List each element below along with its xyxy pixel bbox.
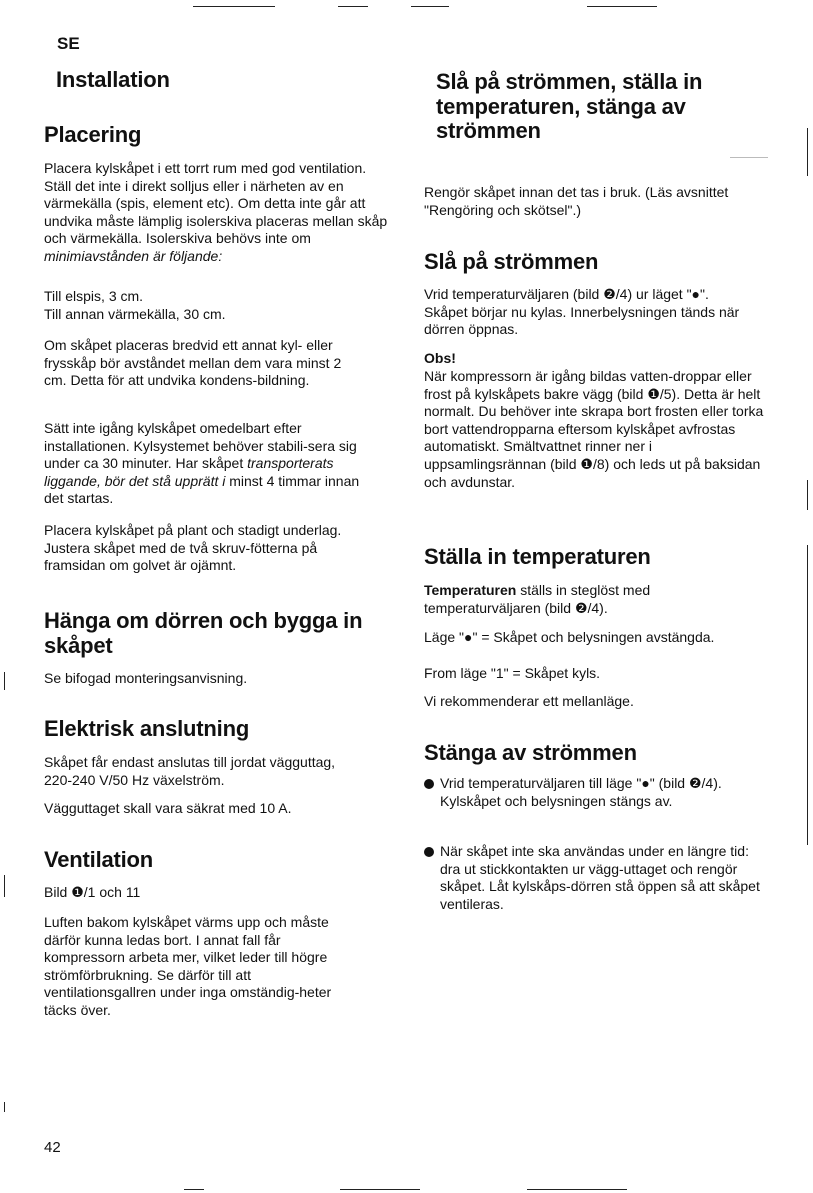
ventilation-paragraph: Luften bakom kylskåpet värms upp och måste därför kunna ledas bort. I annat fall får kompressorn arbeta mer, vilket leder till högre strömförbrukning. Se därför till att ventilationsgallren under inga omständig-heter täcks över.	[44, 914, 332, 1018]
scan-line-top-1	[193, 6, 275, 7]
scan-line-bottom-2	[340, 1189, 420, 1190]
obs-paragraph: När kompressorn är igång bildas vatten-droppar eller frost på kylskåpets bakre vägg (bild ❶/5). Detta är helt normalt. Du behöver inte skrapa bort frosten eller torka bort vattendropparna eftersom kylskåpet avfrostas automatiskt. Smältvattnet rinner ner i uppsamlingsrännan (bild ❶/8) och leds ut på baksidan och avdunstar.	[424, 368, 764, 490]
stalla-paragraph-1	[424, 582, 739, 617]
scan-line-right-1	[807, 128, 808, 176]
sla-pa-paragraph: Vrid temperaturväljaren (bild ❷/4) ur läget "●". Skåpet börjar nu kylas. Innerbelysningen tänds när dörren öppnas.	[424, 286, 740, 338]
page-number: 42	[44, 1139, 61, 1156]
placering-paragraph-3-end: minst 4 timmar innan det startas.	[44, 472, 360, 507]
scan-dots-right	[730, 157, 768, 158]
heading-placering: Placering	[44, 122, 142, 147]
heading-sla-pa-strommen: Slå på strömmen	[424, 249, 599, 274]
right-intro: Rengör skåpet innan det tas i bruk. (Läs avsnittet "Rengöring och skötsel".)	[424, 184, 729, 218]
right-title: Slå på strömmen, ställa in temperaturen, stänga av strömmen	[436, 69, 703, 144]
heading-stalla-in-temperaturen: Ställa in temperaturen	[424, 544, 651, 569]
heading-ventilation: Ventilation	[44, 847, 154, 872]
bullet-dot-icon	[424, 847, 434, 857]
placering-paragraph-1-text: Placera kylskåpet i ett torrt rum med god ventilation. Ställ det inte i direkt solljus eller i närheten av en värmekälla (spis, element etc). Om detta inte går att undvika måste lämplig isolerskiva placeras mellan skåp och värmekälla. Isolerskiva behövs inte om	[44, 160, 388, 247]
stanga-bullet-1-text: Vrid temperaturväljaren till läge "●" (bild ❷/4). Kylskåpet och belysningen stängs av.	[440, 775, 722, 809]
placering-line-1: Till elspis, 3 cm.	[44, 288, 144, 304]
scan-line-top-3	[411, 6, 449, 7]
hanga-paragraph: Se bifogad monteringsanvisning.	[44, 670, 248, 686]
scan-line-left-3	[4, 1102, 5, 1112]
scan-line-left-1	[4, 672, 5, 690]
stanga-bullet-2	[424, 843, 764, 913]
scan-line-bottom-3	[527, 1189, 627, 1190]
placering-line-2: Till annan värmekälla, 30 cm.	[44, 306, 226, 322]
scan-line-bottom-1	[184, 1189, 204, 1190]
stalla-paragraph-1-bold: Temperaturen	[424, 582, 517, 598]
page-title: Installation	[56, 67, 170, 92]
placering-paragraph-4: Placera kylskåpet på plant och stadigt underlag. Justera skåpet med de två skruv-fötterna på framsidan om golvet är ojämnt.	[44, 522, 342, 574]
scan-line-left-2	[4, 875, 5, 897]
placering-paragraph-3-text: Sätt inte igång kylskåpet omedelbart efter installationen. Kylsystemet behöver stabili-sera sig under ca 30 minuter. Har skåpet	[44, 420, 357, 472]
heading-stanga-av-strommen: Stänga av strömmen	[424, 740, 637, 765]
ventilation-figure-ref: Bild ❶/1 och 11	[44, 884, 141, 900]
scan-line-right-2	[807, 480, 808, 510]
scan-line-top-4	[587, 6, 657, 7]
bullet-dot-icon	[424, 779, 434, 789]
placering-paragraph-1-italic: minimiavstånden är följande:	[44, 247, 223, 264]
stalla-paragraph-3: From läge "1" = Skåpet kyls.	[424, 665, 601, 681]
placering-paragraph-1	[44, 160, 394, 266]
obs-label: Obs!	[424, 350, 456, 366]
stalla-paragraph-4: Vi rekommenderar ett mellanläge.	[424, 693, 634, 709]
scan-line-right-3	[807, 545, 808, 845]
elektrisk-paragraph-2: Vägguttaget skall vara säkrat med 10 A.	[44, 800, 292, 816]
stalla-paragraph-2: Läge "●" = Skåpet och belysningen avstängda.	[424, 629, 715, 645]
language-code: SE	[57, 34, 80, 53]
placering-paragraph-2: Om skåpet placeras bredvid ett annat kyl- eller frysskåp bör avståndet mellan dem vara minst 2 cm. Detta för att undvika kondens-bildning.	[44, 337, 342, 389]
stalla-paragraph-1-text: ställs in steglöst med temperaturväljaren (bild ❷/4).	[424, 582, 651, 616]
stanga-bullet-1	[424, 775, 744, 810]
heading-elektrisk-anslutning: Elektrisk anslutning	[44, 716, 250, 741]
placering-paragraph-3-italic: transporterats liggande, bör det stå upprätt i	[44, 455, 334, 489]
heading-hanga-om-dorren: Hänga om dörren och bygga in skåpet	[44, 608, 363, 658]
placering-paragraph-3	[44, 420, 366, 508]
elektrisk-paragraph-1: Skåpet får endast anslutas till jordat vägguttag, 220-240 V/50 Hz växelström.	[44, 754, 336, 788]
scan-line-top-2	[338, 6, 368, 7]
stanga-bullet-2-text: När skåpet inte ska användas under en längre tid: dra ut stickkontakten ur vägg-uttaget och rengör skåpet. Låt kylskåps-dörren stå öppen så att skåpet ventileras.	[440, 843, 760, 912]
